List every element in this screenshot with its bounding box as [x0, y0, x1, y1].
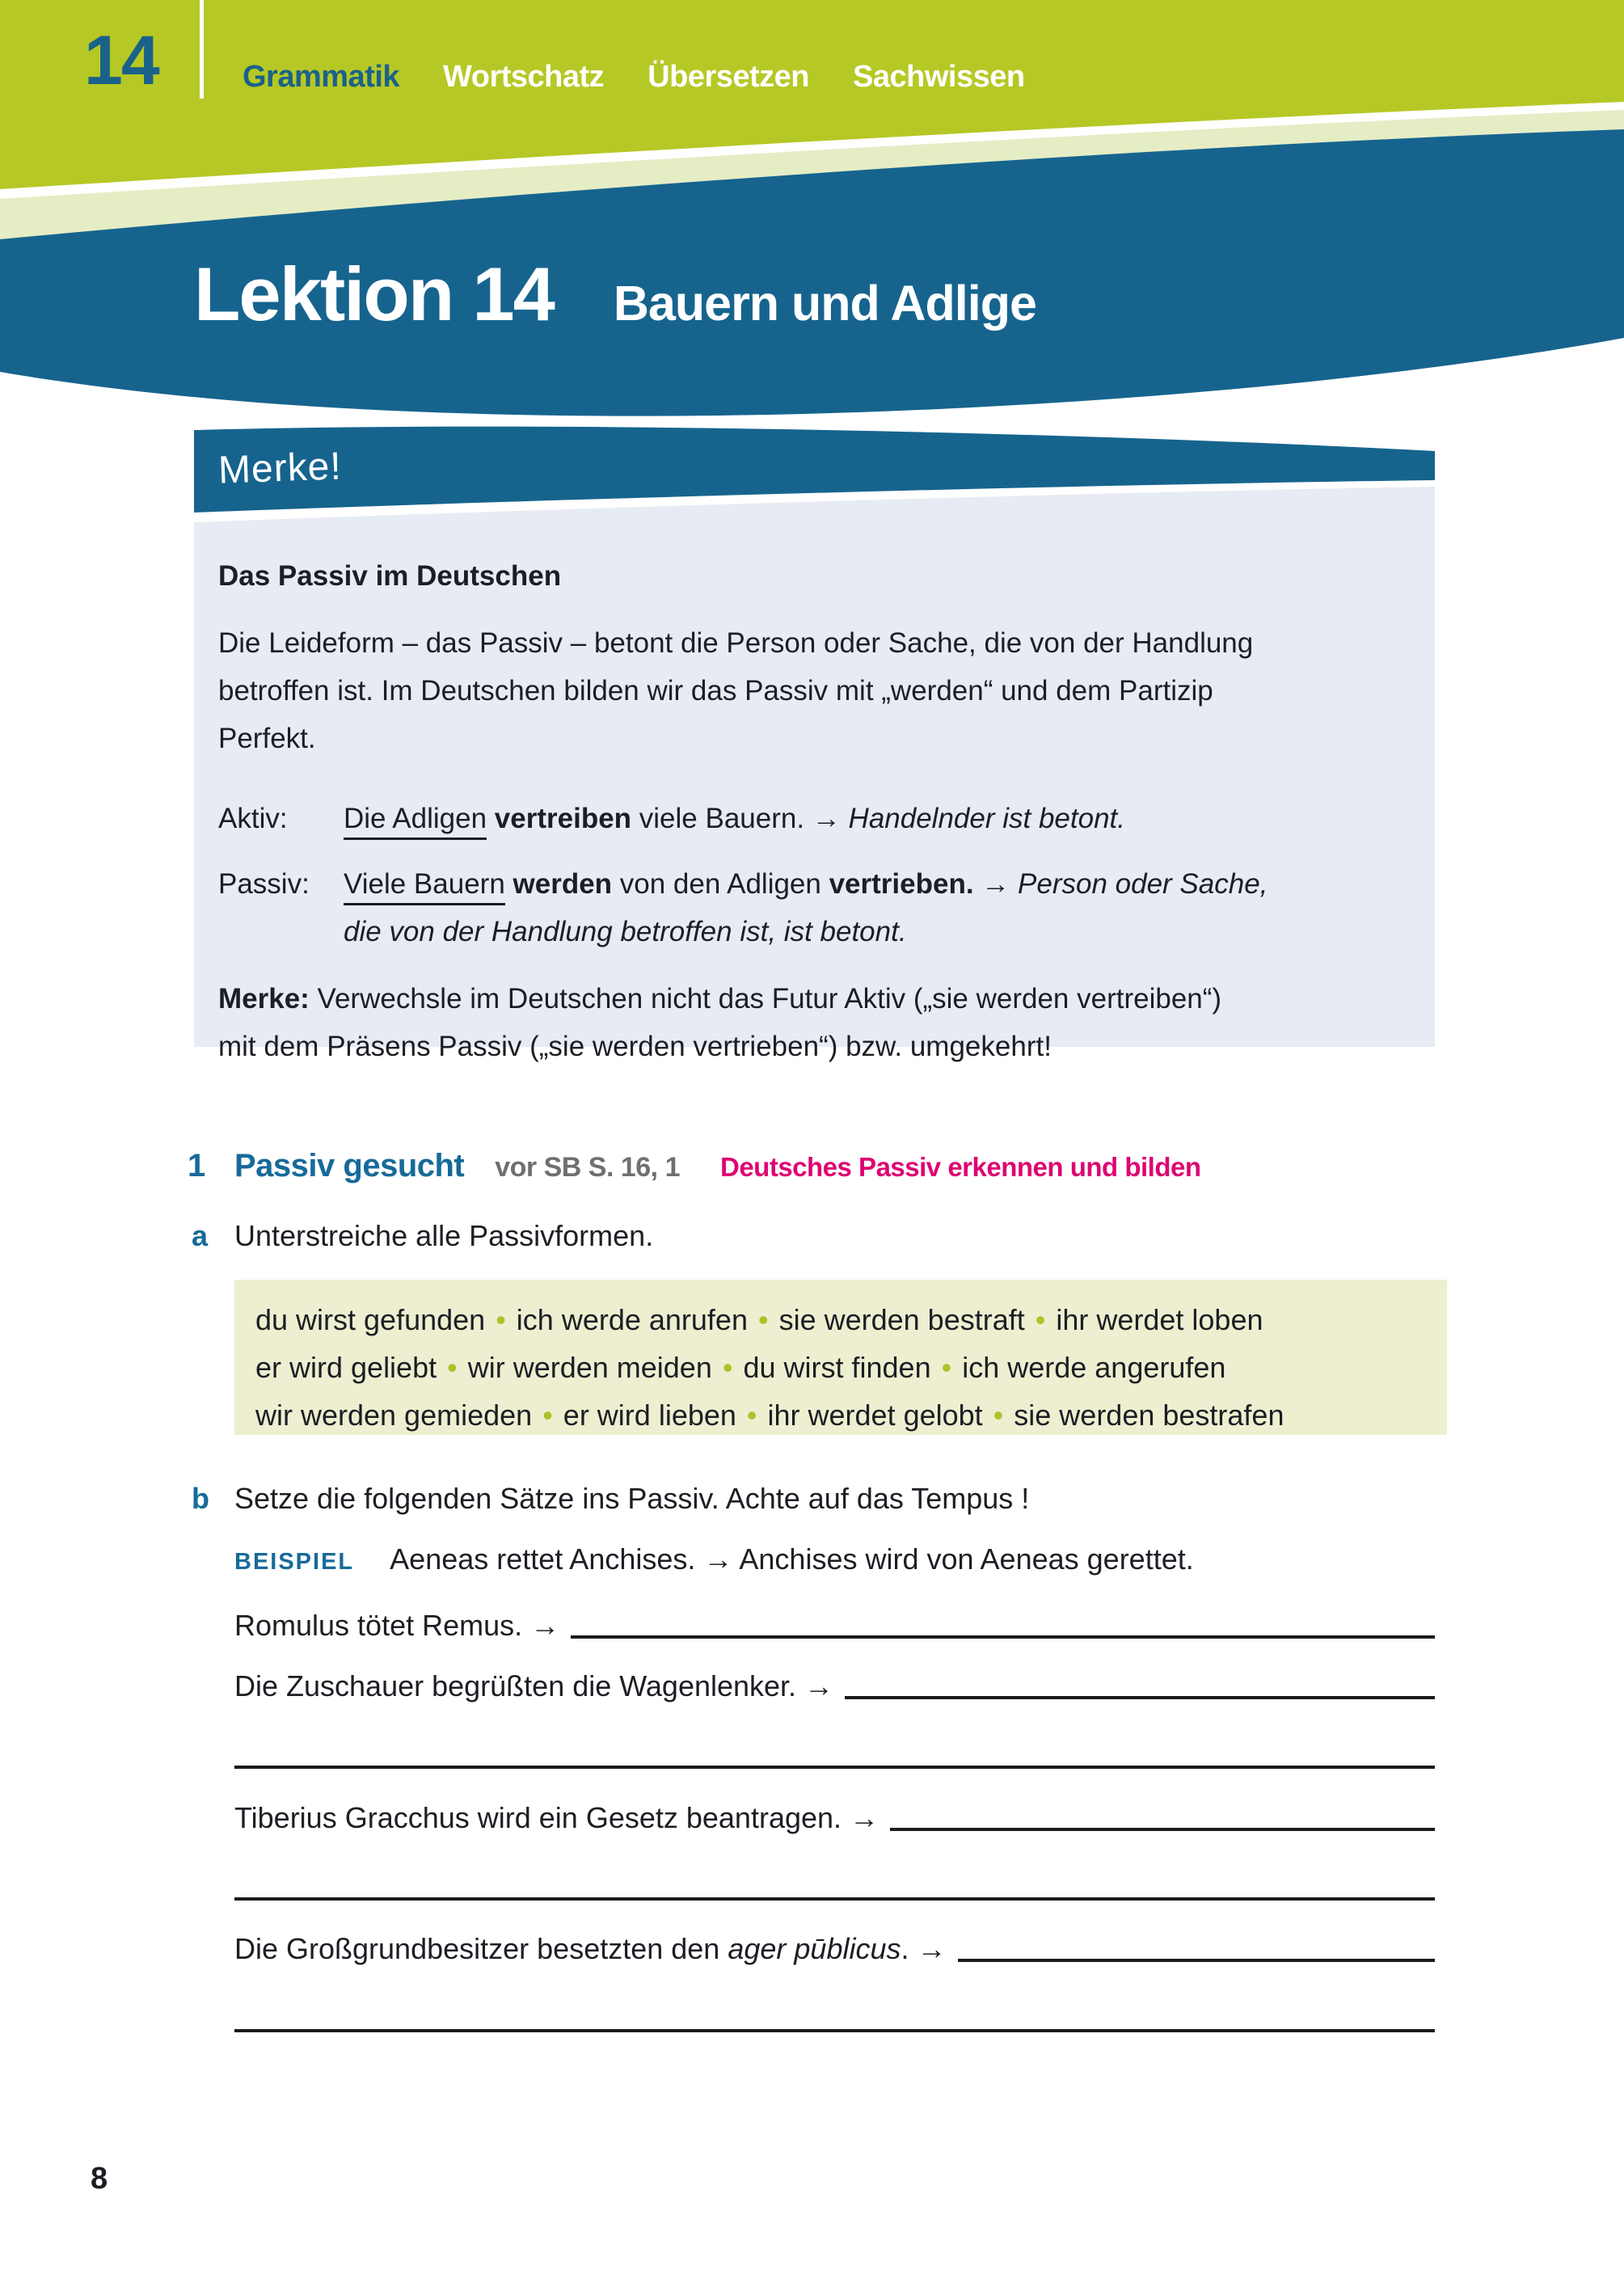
bullet-separator: •	[722, 1351, 733, 1384]
answer-blank-continuation[interactable]	[234, 1766, 1435, 1769]
header-tabs	[243, 60, 1025, 95]
bullet-separator: •	[757, 1303, 769, 1336]
sentence-row-4	[234, 1924, 1435, 1966]
exercise-number: 1	[188, 1148, 206, 1183]
word-item: sie werden bestraft	[778, 1303, 1025, 1336]
aktiv-object: viele Bauern.	[639, 803, 812, 834]
word-item: er wird lieben	[563, 1399, 736, 1432]
bullet-separator: •	[993, 1399, 1004, 1432]
latin-term: ager pūblicus	[728, 1932, 901, 1965]
lesson-topic: Bauern und Adlige	[613, 276, 1036, 331]
exercise-title: Passiv gesucht	[234, 1148, 465, 1183]
answer-blank[interactable]	[571, 1635, 1435, 1639]
unit-number: 14	[84, 22, 158, 99]
aktiv-example-row	[218, 795, 1403, 842]
passiv-comment-line2: die von der Handlung betroffen ist, ist betont.	[344, 916, 907, 947]
passiv-participle: vertrieben.	[829, 868, 982, 900]
word-item: ihr werdet loben	[1056, 1303, 1263, 1336]
answer-blank-continuation[interactable]	[234, 1897, 1435, 1901]
merke-intro-line: Perfekt.	[218, 723, 316, 754]
sentence-row-3	[234, 1793, 1435, 1835]
arrow-glyph: →	[981, 868, 1019, 900]
aktiv-sentence	[344, 795, 1403, 842]
passiv-underlined-subject: Viele Bauern	[344, 867, 505, 905]
merke-intro	[218, 619, 1403, 762]
passiv-example-row	[218, 860, 1403, 956]
bullet-separator: •	[542, 1399, 553, 1432]
part-b-prompt: Setze die folgenden Sätze ins Passiv. Achte auf das Tempus !	[234, 1482, 1030, 1515]
part-a-letter: a	[192, 1219, 209, 1252]
merke-tag: Merke!	[217, 445, 343, 492]
word-item: sie werden bestrafen	[1014, 1399, 1284, 1432]
merke-body	[194, 541, 1435, 1062]
beispiel-row	[234, 1542, 1194, 1576]
bullet-separator: •	[941, 1351, 952, 1384]
lesson-banner	[194, 251, 1036, 338]
merke-box-header-shape	[194, 420, 1435, 542]
answer-blank[interactable]	[845, 1696, 1435, 1699]
passiv-agent: von den Adligen	[619, 868, 829, 900]
sentence-post: . →	[901, 1932, 947, 1965]
word-item: du wirst gefunden	[255, 1303, 486, 1336]
sentence-pre: Die Großgrundbesitzer besetzten den	[234, 1932, 728, 1965]
header-divider	[200, 0, 204, 99]
part-b-row	[192, 1482, 1029, 1516]
passiv-sentence	[344, 860, 1403, 956]
word-item: ich werde anrufen	[516, 1303, 748, 1336]
part-b-letter: b	[192, 1482, 209, 1515]
answer-blank[interactable]	[890, 1828, 1435, 1831]
word-item: ich werde angerufen	[962, 1351, 1226, 1384]
tab-sachwissen: Sachwissen	[853, 60, 1025, 94]
beispiel-label: BEISPIEL	[234, 1549, 355, 1575]
tab-grammatik: Grammatik	[243, 60, 400, 94]
passiv-label: Passiv:	[218, 868, 310, 900]
bullet-separator: •	[746, 1399, 757, 1432]
merke-intro-line: betroffen ist. Im Deutschen bilden wir das Passiv mit „werden“ und dem Partizip	[218, 675, 1213, 707]
word-item: wir werden gemieden	[255, 1399, 533, 1432]
aktiv-comment: Handelnder ist betont.	[848, 803, 1125, 834]
sentence-row-1	[234, 1601, 1435, 1643]
sentence-row-2	[234, 1661, 1435, 1703]
word-item: er wird geliebt	[255, 1351, 437, 1384]
page-number: 8	[91, 2162, 108, 2196]
passiv-aux-verb: werden	[504, 868, 620, 900]
lesson-title: Lektion 14	[194, 251, 554, 336]
merke-note-text2: mit dem Präsens Passiv („sie werden vertrieben“) bzw. umgekehrt!	[218, 1031, 1052, 1062]
merke-note	[218, 975, 1403, 1070]
exercise-reference: vor SB S. 16, 1	[495, 1152, 680, 1183]
sentence-text: Romulus tötet Remus. →	[234, 1609, 560, 1642]
tab-uebersetzen: Übersetzen	[647, 60, 809, 94]
part-a-row	[192, 1219, 653, 1253]
bullet-separator: •	[496, 1303, 506, 1336]
word-item: ihr werdet gelobt	[767, 1399, 983, 1432]
merke-intro-line: Die Leideform – das Passiv – betont die Person oder Sache, die von der Handlung	[218, 627, 1254, 659]
arrow-glyph: →	[812, 803, 849, 834]
answer-blank[interactable]	[958, 1959, 1436, 1962]
merke-note-text1: Verwechsle im Deutschen nicht das Futur Aktiv („sie werden vertreiben“)	[309, 983, 1222, 1015]
merke-heading: Das Passiv im Deutschen	[218, 560, 562, 592]
merke-note-line1	[218, 975, 1403, 1023]
bullet-separator: •	[1035, 1303, 1046, 1336]
passiv-comment-line1: Person oder Sache,	[1018, 868, 1268, 900]
answer-blank-continuation[interactable]	[234, 2029, 1435, 2032]
exercise1-heading	[188, 1148, 1201, 1184]
word-item: du wirst finden	[743, 1351, 931, 1384]
aktiv-label: Aktiv:	[218, 803, 288, 834]
sentence-text: Die Zuschauer begrüßten die Wagenlenker. →	[234, 1669, 834, 1702]
beispiel-text: Aeneas rettet Anchises. → Anchises wird von Aeneas gerettet.	[390, 1542, 1194, 1576]
exercise-skill: Deutsches Passiv erkennen und bilden	[719, 1152, 1201, 1182]
aktiv-underlined-subject: Die Adligen	[344, 801, 487, 840]
sentence-text	[234, 1932, 947, 1966]
merke-box	[194, 420, 1435, 1062]
aktiv-verb: vertreiben	[487, 803, 639, 834]
word-item: wir werden meiden	[467, 1351, 712, 1384]
merke-note-label: Merke:	[218, 983, 310, 1015]
word-box	[234, 1280, 1447, 1435]
bullet-separator: •	[447, 1351, 458, 1384]
sentence-text: Tiberius Gracchus wird ein Gesetz beantragen. →	[234, 1801, 879, 1834]
part-a-prompt: Unterstreiche alle Passivformen.	[234, 1219, 654, 1252]
tab-wortschatz: Wortschatz	[443, 60, 605, 94]
